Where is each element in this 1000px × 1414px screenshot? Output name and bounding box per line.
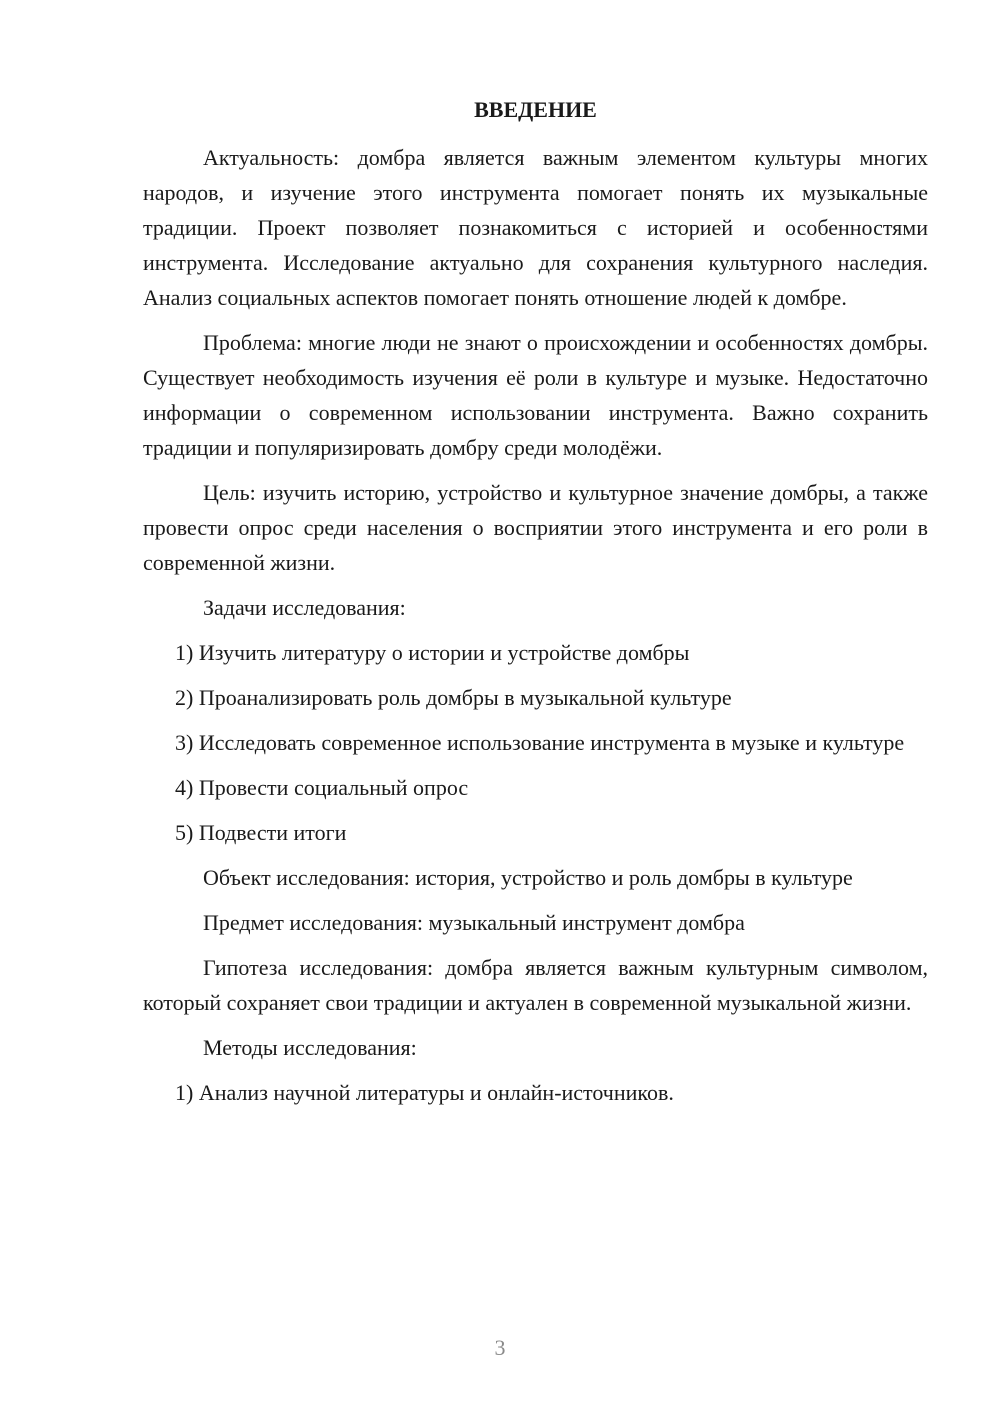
goal-paragraph: Цель: изучить историю, устройство и культурное значение домбры, а также провести опрос среди населения о восприятии этого инструмента и его роли в современной жизни. (143, 480, 928, 575)
hypothesis-paragraph: Гипотеза исследования: домбра является важным культурным символом, который сохраняет свои традиции и актуален в современной музыкальной жизни. (143, 955, 928, 1015)
problem-paragraph: Проблема: многие люди не знают о происхождении и особенностях домбры. Существует необходимость изучения её роли в культуре и музыке. Недостаточно информации о современном использовании инструмента. Важно сохранить традиции и популяризировать домбру среди молодёжи. (143, 330, 928, 460)
list-item: 5) Подвести итоги (175, 820, 347, 845)
tasks-heading: Задачи исследования: (203, 595, 406, 620)
object-paragraph: Объект исследования: история, устройство и роль домбры в культуре (203, 865, 853, 890)
list-item: 2) Проанализировать роль домбры в музыкальной культуре (175, 685, 732, 710)
list-item: 1) Анализ научной литературы и онлайн-источников. (175, 1080, 674, 1105)
list-item: 1) Изучить литературу о истории и устройстве домбры (175, 640, 690, 665)
subject-paragraph: Предмет исследования: музыкальный инструмент домбра (203, 910, 745, 935)
document-page (143, 95, 928, 1110)
page-number: 3 (494, 1335, 506, 1360)
list-item: 3) Исследовать современное использование инструмента в музыке и культуре (175, 730, 905, 755)
page-title: ВВЕДЕНИЕ (474, 97, 597, 122)
methods-heading: Методы исследования: (203, 1035, 417, 1060)
relevance-paragraph: Актуальность: домбра является важным элементом культуры многих народов, и изучение этого инструмента помогает понять их музыкальные традиции. Проект позволяет познакомиться с историей и особенностями инструмента. Исследование актуально для сохранения культурного наследия. Анализ социальных аспектов помогает понять отношение людей к домбре. (143, 145, 928, 310)
list-item: 4) Провести социальный опрос (175, 775, 469, 800)
